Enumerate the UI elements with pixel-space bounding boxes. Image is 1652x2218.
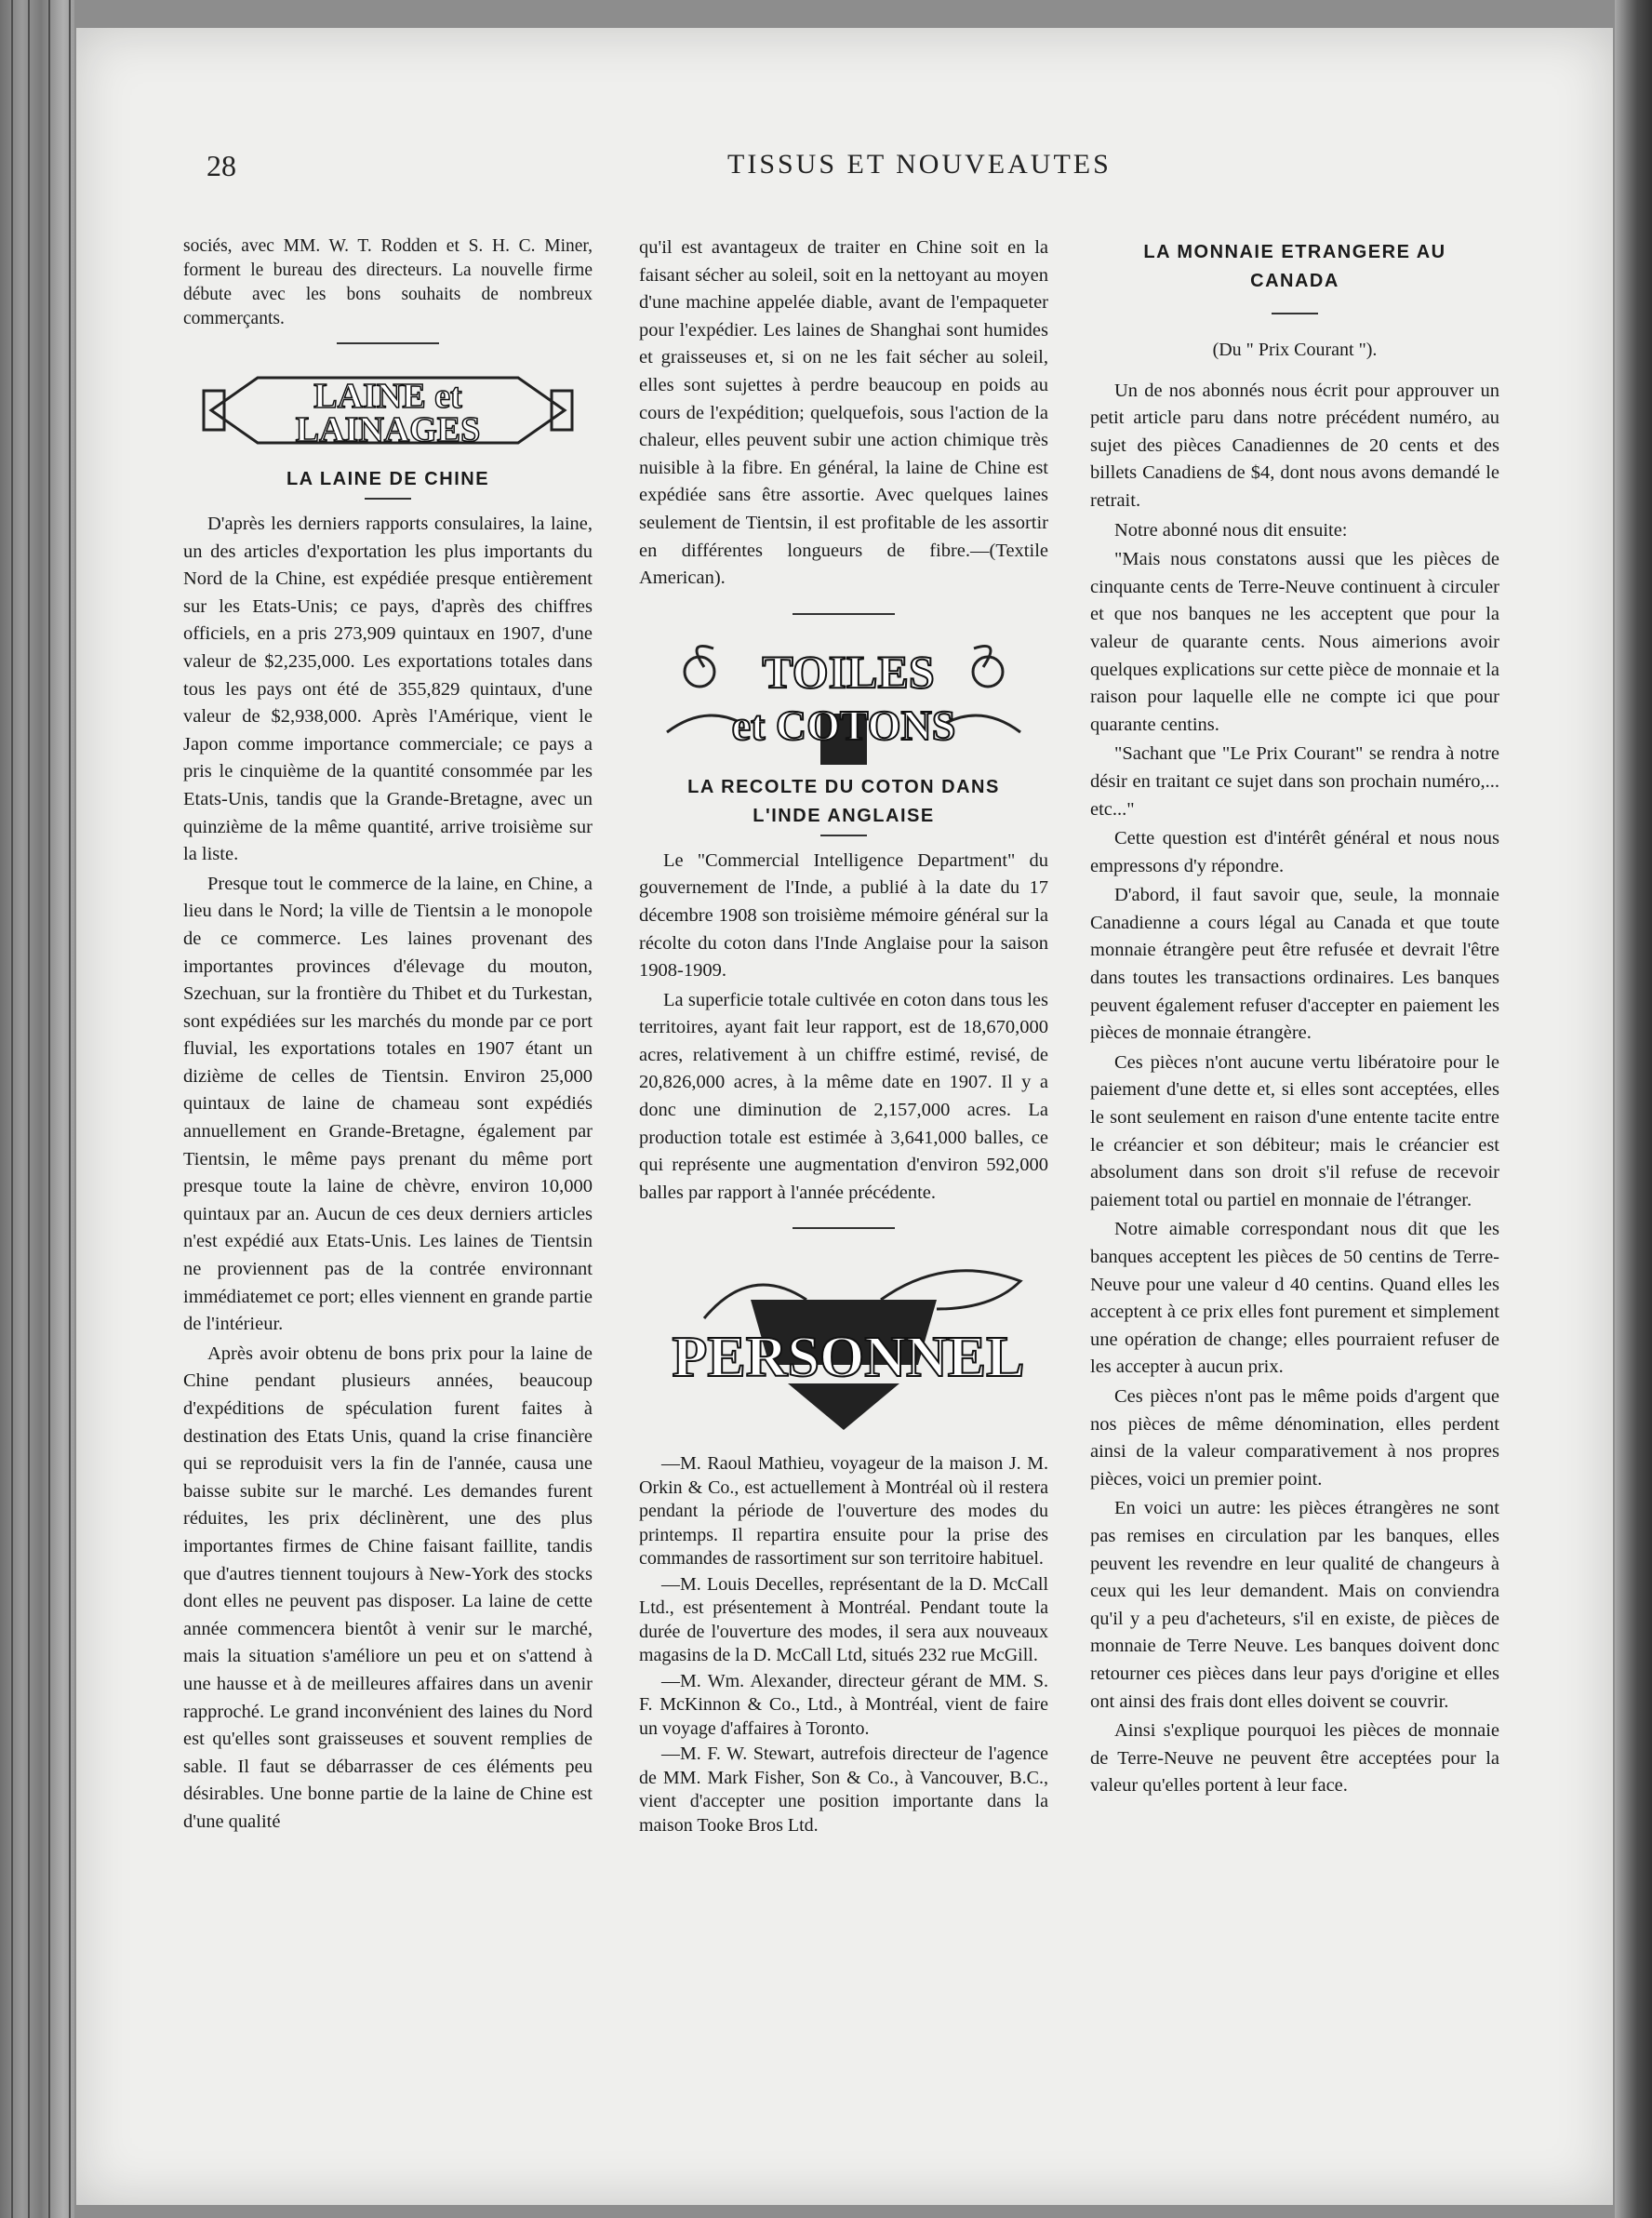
banner-text-1: TOILES [762,645,935,698]
personnel-banner [639,1244,1048,1439]
personnel-item: —M. Louis Decelles, représentant de la D. McCall Ltd., est présentement à Montréal. Pendant toute la durée de l'ouverture des modes, il sera aux nouveaux magasins de la D. McCall Ltd, situés 232 rue McGill. [639,1573,1048,1666]
article-heading-line2: L'INDE ANGLAISE [753,805,935,826]
banner-text-1: LAINE et [313,377,462,416]
laine-lainages-banner [202,359,574,461]
divider [337,342,439,344]
banner-text-2: LAINAGES [295,410,481,449]
paragraph: Ces pièces n'ont pas le même poids d'argent que nos pièces de même dénomination, elles perdent ainsi de la valeur comparativement à nos propres pièces, voici un premier point. [1090,1385,1499,1490]
banner-text: PERSONNEL [672,1326,1025,1390]
personnel-item: —M. F. W. Stewart, autrefois directeur de l'agence de MM. Mark Fisher, Son & Co., à Vancouver, B.C., vient d'accepter une position importante dans la maison Tooke Bros Ltd. [639,1744,1048,1836]
toiles-cotons-banner [648,630,1039,769]
paragraph: Après avoir obtenu de bons prix pour la laine de Chine pendant plusieurs années, beaucoup d'expéditions de spéculation furent faites à destination des Etats Unis, quand la crise financière qui se reproduisit vers la fin de l'année, causa une baisse subite sur le marché. Les demandes furent réduites, les prix déclinèrent, une des plus importantes firmes de Chine faisant faillite, tandis que d'autres tiennent toujours à New-York des stocks dont elles ne peuvent pas disposer. La laine de cette année commencera bientôt à venir sur le marché, mais la situation s'améliore un peu et on s'attend à une hausse et à de meilleures affaires dans un avenir rapproché. Le grand inconvénient des laines du Nord est qu'elles sont graisseuses et souvent remplies de sable. Il faut se débarrasser de ces éléments peu désirables. Une bonne partie de la laine de Chine est d'une qualité [183,1343,593,1832]
paragraph: Notre aimable correspondant nous dit que les banques acceptent les pièces de 50 centins de Terre-Neuve pour une valeur d 40 centins. Quand elles les acceptent à ce prix elles font purement et simplement une opération de change; elles pourraient refuser de les accepter à aucun prix. [1090,1219,1499,1378]
paragraph: "Mais nous constatons aussi que les pièces de cinquante cents de Terre-Neuve continuent à circuler et que nos banques ne les acceptent que pour la valeur de quarante cents. Nous aimerions avoir quelques explications sur cette pièce de monnaie et la raison pour laquelle elle ne compte ici que pour quarante centins. [1090,549,1499,735]
personnel-item: —M. Wm. Alexander, directeur gérant de MM. S. F. McKinnon & Co., Ltd., à Montréal, vient de faire un voyage d'affaires à Toronto. [639,1670,1048,1739]
divider [793,1227,895,1229]
divider [365,498,411,500]
paragraph: En voici un autre: les pièces étrangères ne sont pas remises en circulation par les banques, elles peuvent les revendre en leur qualité de changeurs à ceux qui les leur demandent. Mais on conviendra qu'il y a peu d'acheteurs, s'il en existe, de pièces de monnaie de Terre Neuve. Les banques doivent donc retourner ces pièces dans leur pays d'origine et elles ont ainsi des frais dont elles doivent se couvrir. [1090,1498,1499,1712]
column-2 [639,234,1048,1839]
personnel-item: —M. Raoul Mathieu, voyageur de la maison J. M. Orkin & Co., est actuellement à Montréal où il restera pendant la période de l'ouverture des modes du printemps. Il repartira ensuite pour la prise des commandes de rassortiment sur son territoire habituel. [639,1453,1048,1570]
paragraph: Un de nos abonnés nous écrit pour approuver un petit article paru dans notre précédent numéro, au sujet des pièces Canadiennes de 20 cents et des billets Canadiens de $4, dont nous avons demandé le retrait. [1090,380,1499,511]
paragraph: Notre abonné nous dit ensuite: [1114,519,1348,541]
page-number: 28 [206,149,236,182]
article-heading-line2: CANADA [1250,271,1339,291]
banner-text-2: et COTONS [731,701,956,749]
article-heading: LA RECOLTE DU COTON DANS [687,776,1000,797]
column-3 [1090,234,1499,1802]
paragraph: Cette question est d'intérêt général et nous nous empressons d'y répondre. [1090,828,1499,876]
divider [1272,313,1318,314]
paragraph: La superficie totale cultivée en coton dans tous les territoires, ayant fait leur rapport, est de 18,670,000 acres, relativement à un chiffre estimé, revisé, de 20,826,000 acres, à la même date en 1907. Il y a donc une diminution de 2,157,000 acres. La production totale est estimée à 3,641,000 balles, ce qui représente une augmentation d'environ 592,000 balles par rapport à l'année précédente. [639,989,1048,1203]
divider [793,613,895,615]
page-edge-shadow [1615,0,1652,2218]
article-source: (Du " Prix Courant "). [1212,340,1378,360]
intro-paragraph: sociés, avec MM. W. T. Rodden et S. H. C. Miner, forment le bureau des directeurs. La nouvelle firme débute avec les bons souhaits de nombreux commerçants. [183,236,593,328]
article-heading: LA LAINE DE CHINE [286,469,490,489]
paragraph: D'abord, il faut savoir que, seule, la monnaie Canadienne a cours légal au Canada et que toute monnaie étrangère peut être refusée et devrait l'être dans toutes les transactions ordinaires. Les banques peuvent également refuser d'accepter en paiement les pièces de monnaie étrangère. [1090,885,1499,1044]
newspaper-page [76,28,1613,2205]
column-1 [183,234,593,1838]
paragraph: Ces pièces n'ont aucune vertu libératoire pour le paiement d'une dette et, si elles sont acceptées, elles le sont seulement en raison d'une entente tacite entre le créancier et son débiteur; mais le créancier est absolument dans son droit s'il refuse de recevoir paiement total ou partiel en monnaie de l'étranger. [1090,1051,1499,1210]
page-title: TISSUS ET NOUVEAUTES [727,149,1112,180]
article-heading: LA MONNAIE ETRANGERE AU [1143,242,1446,262]
paragraph: D'après les derniers rapports consulaires, la laine, un des articles d'exportation les plus importants du Nord de la Chine, est expédiée presque entièrement sur les Etats-Unis; ce pays, d'après des chiffres officiels, en a pris 273,909 quintaux en 1907, d'une valeur de $2,235,000. Les exportations totales dans tous les pays ont été de 355,829 quintaux, d'une valeur de $2,938,000. Après l'Amérique, vient le Japon comme importance commerciale; ce pays a pris le cinquième de la quantité consommée par les Etats-Unis, tandis que la Grande-Bretagne, avec un quinzième de la même quantité, arrive troisième sur la liste. [183,514,593,865]
paragraph: Le "Commercial Intelligence Department" du gouvernement de l'Inde, a publié à la date du 17 décembre 1908 son troisième mémoire général sur la récolte du coton dans l'Inde Anglaise pour la saison 1908-1909. [639,849,1048,982]
continued-paragraph: qu'il est avantageux de traiter en Chine soit en la faisant sécher au soleil, soit en la nettoyant au moyen d'une machine appelée diable, avant de l'empaqueter pour l'expédier. Les laines de Shanghai sont humides et graisseuses et, si on ne les fait sécher au soleil, elles sont sujettes à perdre beaucoup en poids au cours de l'expédition; quelquefois, sous l'action de la chaleur, elles peuvent subir une action chimique très nuisible à la fibre. En général, la laine de Chine est expédiée sans être assortie. Avec quelques laines seulement de Tientsin, il est profitable de les assortir en différentes longueurs de fibre.—(Textile American). [639,237,1048,589]
paragraph: Ainsi s'explique pourquoi les pièces de monnaie de Terre-Neuve ne peuvent être acceptées pour la valeur qu'elles portent à leur face. [1090,1720,1499,1797]
paragraph: "Sachant que "Le Prix Courant" se rendra à notre désir en traitant ce sujet dans son prochain numéro,... etc..." [1090,743,1499,820]
paragraph: Presque tout le commerce de la laine, en Chine, a lieu dans le Nord; la ville de Tientsin a le monopole de ce commerce. Les laines provenant des importantes provinces d'élevage du mouton, Szechuan, sur la frontière du Thibet et du Turkestan, sont expédiées sur les marchés du monde par ce port fluvial, les exportations totales en 1907 étant un dizième de celles de Tientsin. Environ 25,000 quintaux de laine de chameau sont expédiés annuellement en Grande-Bretagne, également par Tientsin, le même pays prenant du même port presque toute la laine de chèvre, environ 10,000 quintaux par an. Aucun de ces deux derniers articles n'est expédié aux Etats-Unis. Les laines de Tientsin ne proviennent pas de la contrée environnant immédiatemet ce port; elles viennent en grande partie de l'intérieur. [183,873,593,1335]
book-binding [0,0,74,2218]
divider [820,835,867,836]
